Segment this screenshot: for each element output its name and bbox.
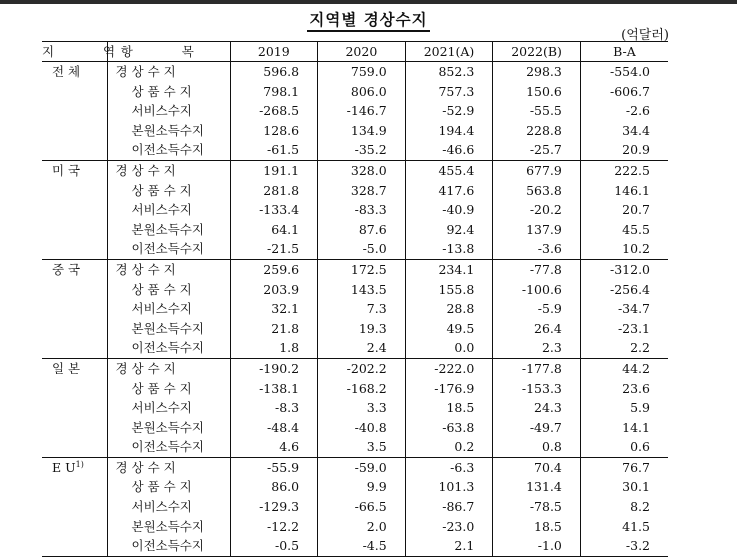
- value-cell: 677.9: [493, 160, 581, 180]
- value-cell: 0.2: [405, 437, 493, 457]
- value-cell: -35.2: [318, 140, 406, 160]
- value-cell: -8.3: [230, 398, 318, 418]
- value-cell: 30.1: [580, 477, 668, 497]
- region-cell: [42, 101, 107, 121]
- value-cell: -34.7: [580, 299, 668, 319]
- value-cell: 155.8: [405, 280, 493, 300]
- value-cell: 759.0: [318, 62, 406, 82]
- value-cell: 172.5: [318, 259, 406, 279]
- region-cell: [42, 299, 107, 319]
- region-cell: [42, 418, 107, 438]
- region-cell: [42, 280, 107, 300]
- value-cell: 34.4: [580, 121, 668, 141]
- value-cell: -5.9: [493, 299, 581, 319]
- value-cell: 259.6: [230, 259, 318, 279]
- value-cell: 41.5: [580, 517, 668, 537]
- region-cell: [42, 140, 107, 160]
- value-cell: 143.5: [318, 280, 406, 300]
- value-cell: -55.9: [230, 457, 318, 477]
- value-cell: -23.0: [405, 517, 493, 537]
- table-row: [42, 239, 668, 259]
- table-row: [42, 477, 668, 497]
- item-label: 서비스수지: [107, 398, 230, 418]
- item-label: 이전소득수지: [107, 338, 230, 358]
- value-cell: -77.8: [493, 259, 581, 279]
- value-cell: -129.3: [230, 497, 318, 517]
- value-cell: 2.2: [580, 338, 668, 358]
- value-cell: 20.9: [580, 140, 668, 160]
- region-cell: [42, 239, 107, 259]
- table-row: [42, 319, 668, 339]
- value-cell: 191.1: [230, 160, 318, 180]
- item-label-main: 경 상 수 지: [107, 62, 230, 82]
- value-cell: -4.5: [318, 536, 406, 556]
- value-cell: 76.7: [580, 457, 668, 477]
- item-label: 본원소득수지: [107, 319, 230, 339]
- value-cell: -146.7: [318, 101, 406, 121]
- value-cell: 203.9: [230, 280, 318, 300]
- value-cell: 87.6: [318, 220, 406, 240]
- table-title: 지역별 경상수지: [0, 8, 737, 30]
- value-cell: 281.8: [230, 181, 318, 201]
- item-label: 본원소득수지: [107, 418, 230, 438]
- item-label-main: 경 상 수 지: [107, 358, 230, 378]
- value-cell: 128.6: [230, 121, 318, 141]
- value-cell: 2.4: [318, 338, 406, 358]
- value-cell: -52.9: [405, 101, 493, 121]
- value-cell: -40.8: [318, 418, 406, 438]
- value-cell: 28.8: [405, 299, 493, 319]
- value-cell: -176.9: [405, 379, 493, 399]
- item-label: 이전소득수지: [107, 536, 230, 556]
- region-cell: [42, 457, 107, 477]
- item-label: 상 품 수 지: [107, 477, 230, 497]
- value-cell: 2.0: [318, 517, 406, 537]
- item-label: 이전소득수지: [107, 239, 230, 259]
- region-cell: [42, 536, 107, 556]
- region-cell: [42, 259, 107, 279]
- value-cell: 328.7: [318, 181, 406, 201]
- value-cell: -48.4: [230, 418, 318, 438]
- table-row: [42, 62, 668, 82]
- value-cell: 2.3: [493, 338, 581, 358]
- value-cell: 64.1: [230, 220, 318, 240]
- value-cell: 0.8: [493, 437, 581, 457]
- value-cell: 19.3: [318, 319, 406, 339]
- value-cell: 14.1: [580, 418, 668, 438]
- value-cell: 23.6: [580, 379, 668, 399]
- region-cell: [42, 82, 107, 102]
- item-label: 서비스수지: [107, 101, 230, 121]
- value-cell: -5.0: [318, 239, 406, 259]
- table-row: [42, 379, 668, 399]
- header-diff: B-A: [580, 42, 668, 62]
- value-cell: 18.5: [493, 517, 581, 537]
- table-row: [42, 418, 668, 438]
- value-cell: -190.2: [230, 358, 318, 378]
- item-label-main: 경 상 수 지: [107, 457, 230, 477]
- table-row: [42, 280, 668, 300]
- table-row: [42, 536, 668, 556]
- table-row: [42, 181, 668, 201]
- value-cell: -25.7: [493, 140, 581, 160]
- table-row: [42, 259, 668, 279]
- value-cell: 7.3: [318, 299, 406, 319]
- value-cell: 228.8: [493, 121, 581, 141]
- value-cell: 9.9: [318, 477, 406, 497]
- value-cell: -168.2: [318, 379, 406, 399]
- top-border: [0, 0, 737, 4]
- value-cell: 5.9: [580, 398, 668, 418]
- region-cell: [42, 497, 107, 517]
- table-row: [42, 299, 668, 319]
- value-cell: 3.3: [318, 398, 406, 418]
- item-label: 본원소득수지: [107, 517, 230, 537]
- value-cell: -3.2: [580, 536, 668, 556]
- header-2022: 2022(B): [493, 42, 581, 62]
- value-cell: 45.5: [580, 220, 668, 240]
- value-cell: -256.4: [580, 280, 668, 300]
- value-cell: -222.0: [405, 358, 493, 378]
- region-cell: [42, 338, 107, 358]
- item-label: 상 품 수 지: [107, 181, 230, 201]
- value-cell: -138.1: [230, 379, 318, 399]
- value-cell: -202.2: [318, 358, 406, 378]
- value-cell: 298.3: [493, 62, 581, 82]
- table-row: [42, 82, 668, 102]
- value-cell: -1.0: [493, 536, 581, 556]
- value-cell: 852.3: [405, 62, 493, 82]
- header-item: 항 목: [107, 42, 230, 62]
- value-cell: 137.9: [493, 220, 581, 240]
- region-cell: [42, 437, 107, 457]
- header-2021: 2021(A): [405, 42, 493, 62]
- value-cell: 417.6: [405, 181, 493, 201]
- table-row: [42, 160, 668, 180]
- value-cell: 4.6: [230, 437, 318, 457]
- value-cell: -177.8: [493, 358, 581, 378]
- item-label: 서비스수지: [107, 200, 230, 220]
- region-cell: [42, 319, 107, 339]
- value-cell: 146.1: [580, 181, 668, 201]
- value-cell: -55.5: [493, 101, 581, 121]
- table-row: [42, 437, 668, 457]
- table-row: [42, 121, 668, 141]
- region-label: 미 국: [52, 162, 81, 178]
- value-cell: 1.8: [230, 338, 318, 358]
- value-cell: 757.3: [405, 82, 493, 102]
- region-cell: [42, 517, 107, 537]
- value-cell: 596.8: [230, 62, 318, 82]
- item-label: 이전소득수지: [107, 437, 230, 457]
- value-cell: -268.5: [230, 101, 318, 121]
- value-cell: 563.8: [493, 181, 581, 201]
- item-label: 이전소득수지: [107, 140, 230, 160]
- header-row: [42, 42, 668, 62]
- region-cell: [42, 62, 107, 82]
- value-cell: 798.1: [230, 82, 318, 102]
- value-cell: -13.8: [405, 239, 493, 259]
- value-cell: 18.5: [405, 398, 493, 418]
- value-cell: -66.5: [318, 497, 406, 517]
- region-label: 중 국: [52, 261, 81, 277]
- item-label: 상 품 수 지: [107, 82, 230, 102]
- region-cell: [42, 160, 107, 180]
- value-cell: 10.2: [580, 239, 668, 259]
- table-row: [42, 220, 668, 240]
- region-label: 전 체: [52, 64, 81, 79]
- value-cell: -20.2: [493, 200, 581, 220]
- table-row: [42, 517, 668, 537]
- value-cell: -86.7: [405, 497, 493, 517]
- table-row: [42, 338, 668, 358]
- value-cell: 70.4: [493, 457, 581, 477]
- item-label-main: 경 상 수 지: [107, 259, 230, 279]
- region-cell: [42, 220, 107, 240]
- header-2019: 2019: [230, 42, 318, 62]
- table-row: [42, 358, 668, 378]
- value-cell: 806.0: [318, 82, 406, 102]
- value-cell: 234.1: [405, 259, 493, 279]
- item-label-main: 경 상 수 지: [107, 160, 230, 180]
- value-cell: 328.0: [318, 160, 406, 180]
- value-cell: 24.3: [493, 398, 581, 418]
- region-cell: [42, 379, 107, 399]
- value-cell: 0.6: [580, 437, 668, 457]
- value-cell: 49.5: [405, 319, 493, 339]
- value-cell: 26.4: [493, 319, 581, 339]
- value-cell: 32.1: [230, 299, 318, 319]
- value-cell: 194.4: [405, 121, 493, 141]
- item-label: 서비스수지: [107, 497, 230, 517]
- region-footnote-mark: 1): [75, 459, 84, 469]
- value-cell: -606.7: [580, 82, 668, 102]
- table-row: [42, 200, 668, 220]
- region-cell: [42, 398, 107, 418]
- value-cell: 101.3: [405, 477, 493, 497]
- value-cell: -78.5: [493, 497, 581, 517]
- value-cell: -63.8: [405, 418, 493, 438]
- value-cell: 455.4: [405, 160, 493, 180]
- value-cell: -153.3: [493, 379, 581, 399]
- value-cell: 222.5: [580, 160, 668, 180]
- value-cell: -3.6: [493, 239, 581, 259]
- item-label: 상 품 수 지: [107, 379, 230, 399]
- value-cell: -40.9: [405, 200, 493, 220]
- value-cell: 3.5: [318, 437, 406, 457]
- item-label: 본원소득수지: [107, 220, 230, 240]
- value-cell: -554.0: [580, 62, 668, 82]
- table-row: [42, 457, 668, 477]
- item-label: 본원소득수지: [107, 121, 230, 141]
- region-cell: [42, 358, 107, 378]
- value-cell: 20.7: [580, 200, 668, 220]
- value-cell: -61.5: [230, 140, 318, 160]
- region-label: 일 본: [52, 360, 81, 376]
- value-cell: -21.5: [230, 239, 318, 259]
- unit-label: (억달러): [621, 28, 669, 43]
- item-label: 서비스수지: [107, 299, 230, 319]
- region-cell: [42, 200, 107, 220]
- value-cell: 0.0: [405, 338, 493, 358]
- value-cell: 2.1: [405, 536, 493, 556]
- region-label: E U: [52, 459, 76, 475]
- region-cell: [42, 181, 107, 201]
- table-row: [42, 101, 668, 121]
- value-cell: 131.4: [493, 477, 581, 497]
- value-cell: -100.6: [493, 280, 581, 300]
- value-cell: -312.0: [580, 259, 668, 279]
- current-account-table: [42, 41, 668, 557]
- value-cell: 134.9: [318, 121, 406, 141]
- header-region: 지 역: [42, 42, 107, 62]
- value-cell: 44.2: [580, 358, 668, 378]
- value-cell: -12.2: [230, 517, 318, 537]
- table-row: [42, 497, 668, 517]
- value-cell: -6.3: [405, 457, 493, 477]
- value-cell: 8.2: [580, 497, 668, 517]
- value-cell: -46.6: [405, 140, 493, 160]
- value-cell: -83.3: [318, 200, 406, 220]
- value-cell: -49.7: [493, 418, 581, 438]
- table-row: [42, 398, 668, 418]
- value-cell: 21.8: [230, 319, 318, 339]
- table-row: [42, 140, 668, 160]
- value-cell: -0.5: [230, 536, 318, 556]
- value-cell: -23.1: [580, 319, 668, 339]
- value-cell: -2.6: [580, 101, 668, 121]
- value-cell: 92.4: [405, 220, 493, 240]
- header-2020: 2020: [318, 42, 406, 62]
- item-label: 상 품 수 지: [107, 280, 230, 300]
- region-cell: [42, 477, 107, 497]
- value-cell: -133.4: [230, 200, 318, 220]
- value-cell: 150.6: [493, 82, 581, 102]
- value-cell: -59.0: [318, 457, 406, 477]
- region-cell: [42, 121, 107, 141]
- value-cell: 86.0: [230, 477, 318, 497]
